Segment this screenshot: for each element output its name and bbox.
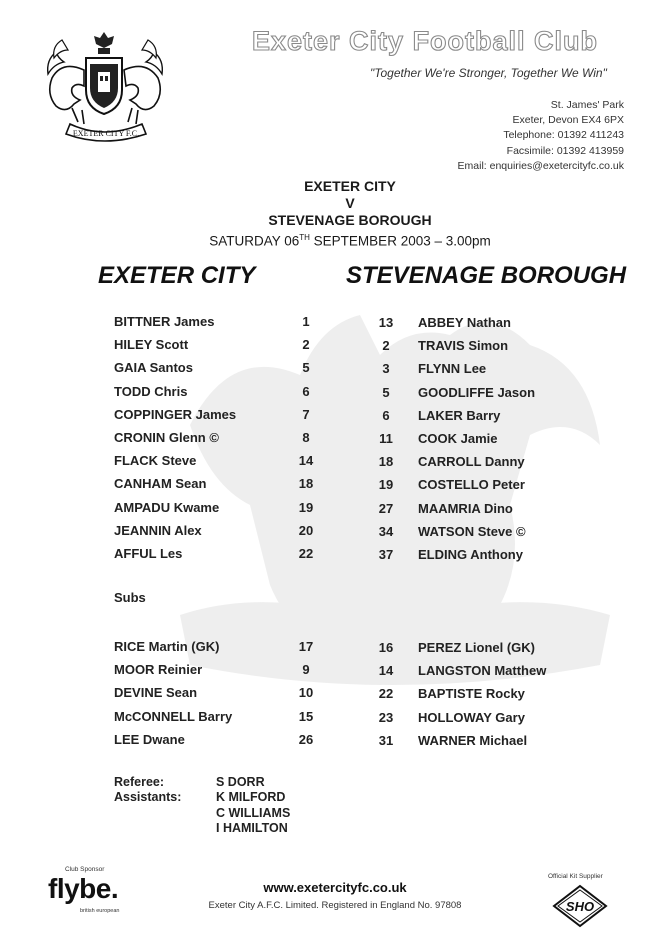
player-name: FLYNN Lee: [418, 361, 487, 377]
list-item: [372, 729, 612, 752]
player-number: 2: [382, 338, 390, 354]
list-item: [114, 496, 319, 519]
club-crest-icon: [42, 30, 172, 145]
player-number: 27: [378, 500, 394, 516]
list-item: [114, 403, 319, 426]
address-line: Exeter, Devon EX4 6PX: [512, 114, 624, 127]
player-number: 10: [298, 685, 314, 701]
player-number: 34: [378, 523, 394, 539]
player-name: LANGSTON Matthew: [418, 663, 547, 679]
player-name: ELDING Anthony: [418, 546, 523, 562]
away-team-title: STEVENAGE BOROUGH: [346, 262, 627, 289]
list-item: [114, 635, 319, 658]
club-motto: "Together We're Stronger, Together We Win": [370, 66, 607, 80]
list-item: [372, 497, 612, 520]
away-starters-list: [372, 311, 612, 566]
player-name: TODD Chris: [114, 383, 188, 399]
referee-name: S DORR: [216, 775, 265, 789]
player-number: 37: [378, 546, 394, 562]
list-item: [372, 404, 612, 427]
player-number: 15: [298, 708, 314, 724]
list-item: [114, 380, 319, 403]
player-number: 1: [302, 314, 310, 330]
away-subs-list: [372, 636, 612, 752]
list-item: [372, 682, 612, 705]
list-item: [114, 542, 319, 565]
player-name: COSTELLO Peter: [418, 477, 525, 493]
referee-label: Referee:: [114, 775, 165, 789]
player-number: 20: [298, 522, 314, 538]
player-number: 11: [379, 431, 393, 447]
player-name: CANHAM Sean: [114, 476, 207, 492]
player-number: 16: [378, 640, 394, 656]
list-item: [114, 472, 319, 495]
assistants-label: Assistants:: [114, 790, 182, 805]
player-number: 6: [302, 383, 310, 399]
player-name: COPPINGER James: [114, 406, 237, 422]
svg-text:EXETER CITY F.C.: EXETER CITY F.C.: [72, 129, 140, 138]
list-item: [114, 333, 319, 356]
player-number: 8: [302, 430, 310, 446]
list-item: [114, 426, 319, 449]
player-name: TRAVIS Simon: [418, 338, 509, 354]
player-name: WATSON Steve ©: [418, 523, 526, 539]
assistant-name: I HAMILTON: [216, 821, 288, 836]
sponsor-logo: flybe.: [48, 873, 119, 904]
list-item: [372, 357, 612, 380]
player-name: LAKER Barry: [418, 407, 501, 423]
list-item: [114, 519, 319, 542]
list-item: [114, 356, 319, 379]
home-team-title: EXETER CITY: [98, 262, 256, 289]
svg-text:SHO: SHO: [565, 899, 595, 914]
player-name: AFFUL Les: [114, 545, 183, 561]
list-item: [372, 381, 612, 404]
list-item: [114, 681, 319, 704]
player-number: 9: [302, 662, 310, 678]
player-name: WARNER Michael: [418, 732, 528, 748]
player-number: 23: [378, 709, 394, 725]
player-number: 19: [378, 477, 394, 493]
player-name: RICE Martin (GK): [114, 639, 220, 655]
player-name: BAPTISTE Rocky: [418, 686, 525, 702]
list-item: [372, 427, 612, 450]
list-item: [114, 705, 319, 728]
player-name: CARROLL Danny: [418, 454, 525, 470]
sponsor-label: Club Sponsor: [65, 866, 105, 873]
sponsor-subtitle: british european: [80, 908, 120, 914]
assistant-name: C WILLIAMS: [216, 805, 291, 820]
player-number: 6: [382, 407, 390, 423]
registration-text: Exeter City A.F.C. Limited. Registered in England No. 97808: [208, 900, 462, 911]
list-item: [372, 659, 612, 682]
kit-supplier-label: Official Kit Supplier: [548, 873, 603, 880]
list-item: [372, 543, 612, 566]
subs-label: Subs: [114, 590, 146, 605]
player-number: 22: [378, 686, 394, 702]
player-number: 2: [302, 337, 310, 353]
player-name: GOODLIFFE Jason: [418, 384, 536, 400]
player-name: DEVINE Sean: [114, 685, 198, 701]
player-number: 19: [298, 499, 314, 515]
list-item: [372, 636, 612, 659]
fixture-date: SATURDAY 06TH SEPTEMBER 2003 – 3.00pm: [209, 233, 491, 249]
list-item: [114, 658, 319, 681]
email: Email: enquiries@exetercityfc.co.uk: [457, 159, 624, 172]
player-name: HOLLOWAY Gary: [418, 709, 525, 725]
player-number: 17: [298, 639, 314, 655]
address-line: St. James' Park: [550, 99, 624, 111]
player-name: MAAMRIA Dino: [418, 500, 513, 516]
player-number: 7: [302, 406, 310, 422]
player-name: BITTNER James: [114, 314, 215, 330]
player-name: MOOR Reinier: [114, 662, 203, 678]
player-name: LEE Dwane: [114, 731, 185, 747]
match-officials: [114, 775, 366, 837]
club-name: Exeter City Football Club: [252, 26, 599, 56]
list-item: [114, 449, 319, 472]
list-item: [372, 311, 612, 334]
list-item: [372, 450, 612, 473]
player-name: AMPADU Kwame: [114, 499, 220, 515]
player-name: GAIA Santos: [114, 360, 193, 376]
list-item: [372, 334, 612, 357]
player-number: 26: [298, 731, 314, 747]
list-item: [372, 706, 612, 729]
list-item: [114, 310, 319, 333]
player-name: McCONNELL Barry: [114, 708, 233, 724]
player-name: ABBEY Nathan: [418, 315, 511, 331]
list-item: [372, 473, 612, 496]
fixture-versus: V: [345, 195, 355, 211]
player-name: PEREZ Lionel (GK): [418, 640, 535, 656]
facsimile: Facsimile: 01392 413959: [506, 144, 624, 157]
club-address: [364, 98, 624, 174]
player-number: 18: [378, 454, 394, 470]
fixture-block: [200, 178, 500, 250]
player-number: 22: [298, 545, 314, 561]
player-number: 5: [302, 360, 310, 376]
telephone: Telephone: 01392 411243: [503, 129, 624, 142]
list-item: [372, 520, 612, 543]
kit-supplier-logo-icon: [552, 884, 608, 928]
fixture-home: EXETER CITY: [304, 178, 396, 194]
player-number: 5: [382, 384, 390, 400]
player-number: 13: [378, 315, 394, 331]
player-name: HILEY Scott: [114, 337, 189, 353]
player-number: 31: [378, 732, 394, 748]
player-number: 14: [378, 663, 394, 679]
player-name: COOK Jamie: [418, 431, 498, 447]
player-number: 3: [382, 361, 390, 377]
list-item: [114, 728, 319, 751]
player-name: CRONIN Glenn ©: [114, 430, 219, 446]
player-number: 14: [298, 453, 314, 469]
fixture-away: STEVENAGE BOROUGH: [268, 212, 432, 228]
assistant-name: K MILFORD: [216, 790, 286, 805]
home-starters-list: [114, 310, 319, 565]
home-subs-list: [114, 635, 319, 751]
player-name: FLACK Steve: [114, 453, 197, 469]
player-name: JEANNIN Alex: [114, 522, 202, 538]
club-website[interactable]: www.exetercityfc.co.uk: [263, 880, 407, 895]
player-number: 18: [298, 476, 314, 492]
